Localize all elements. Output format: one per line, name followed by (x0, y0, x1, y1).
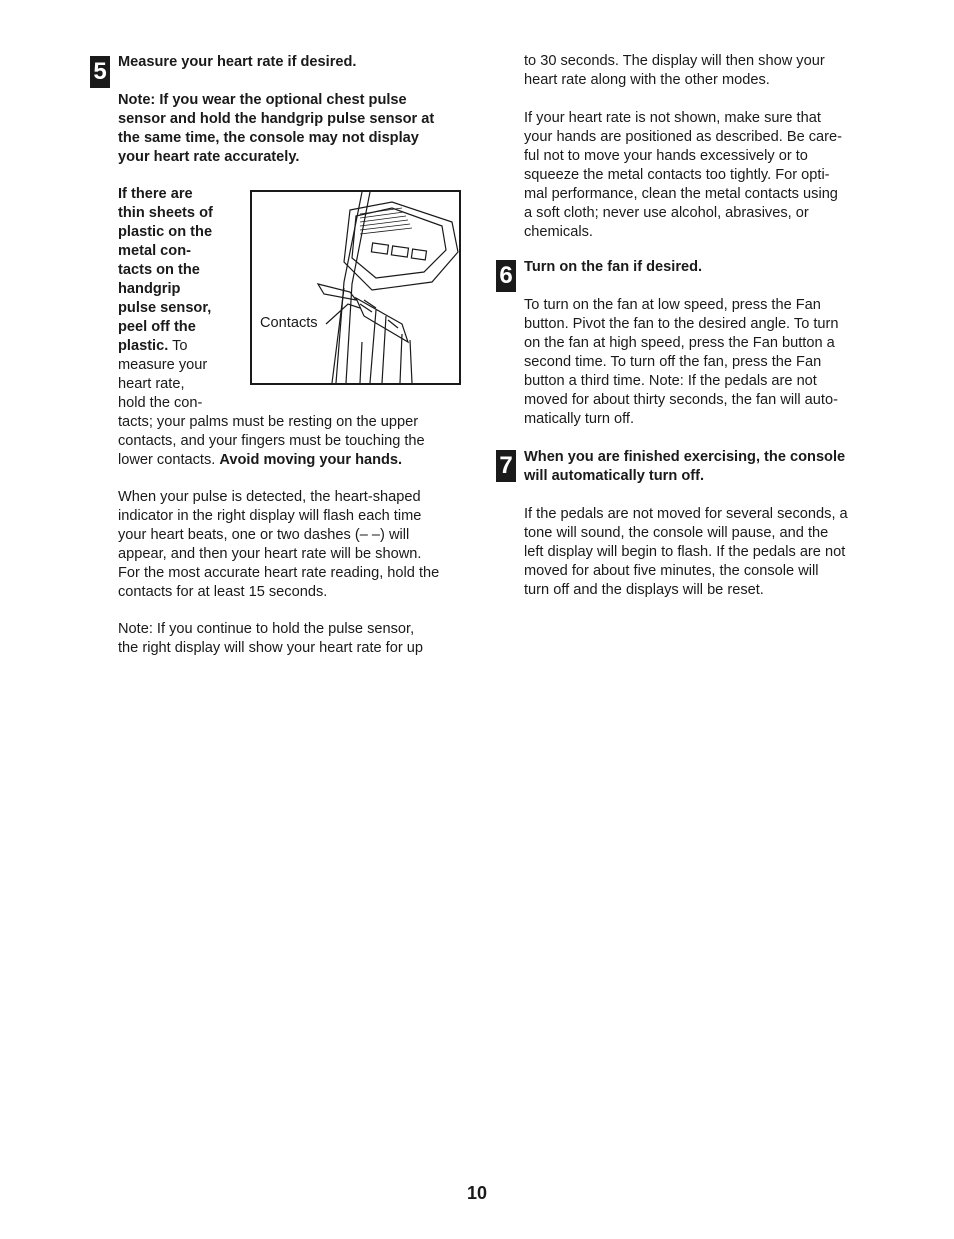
text-line: If your heart rate is not shown, make sure that (524, 110, 821, 126)
text-line: on the fan at high speed, press the Fan button a (524, 335, 835, 351)
text-line: tacts; your palms must be resting on the upper (118, 414, 419, 430)
text-line: measure your (118, 357, 208, 373)
text-line: heart rate, (118, 376, 185, 392)
text-line: To turn on the fan at low speed, press the Fan (524, 297, 821, 313)
note-line: your heart rate accurately. (118, 149, 300, 165)
text-line: appear, and then your heart rate will be shown. (118, 546, 422, 562)
text-line: peel off the (118, 319, 196, 335)
note-line: the same time, the console may not display (118, 130, 419, 146)
text-line: squeeze the metal contacts too tightly. For opti- (524, 167, 830, 183)
text-line: heart rate along with the other modes. (524, 72, 770, 88)
text-line: left display will begin to flash. If the pedals are not (524, 544, 846, 560)
text-line: moved for about five minutes, the console will (524, 563, 819, 579)
text-line: For the most accurate heart rate reading, hold the (118, 565, 440, 581)
step-6-text (524, 296, 839, 429)
bold-run: plastic. (118, 338, 169, 354)
text-line: a soft cloth; never use alcohol, abrasives, or (524, 205, 809, 221)
text-line: moved for about thirty seconds, the fan will auto- (524, 392, 838, 408)
contacts-label: Contacts (260, 315, 318, 331)
text-line: the right display will show your heart rate for up (118, 640, 423, 656)
step-7-heading (524, 448, 845, 486)
text-line: button. Pivot the fan to the desired angle. To turn (524, 316, 839, 332)
step-6-heading: Turn on the fan if desired. (524, 259, 703, 275)
note-line: Note: If you wear the optional chest pulse (118, 92, 407, 108)
text-line: second time. To turn off the fan, press the Fan (524, 354, 822, 370)
text-line: your hands are positioned as described. Be care- (524, 129, 843, 145)
note-line: sensor and hold the handgrip pulse sensor at (118, 111, 435, 127)
text-line: handgrip (118, 281, 181, 297)
text-line: contacts for at least 15 seconds. (118, 584, 328, 600)
text-line: button a third time. Note: If the pedals are not (524, 373, 817, 389)
elliptical-console-illustration (252, 192, 459, 383)
text-line: mal performance, clean the metal contacts using (524, 186, 838, 202)
text-line (118, 451, 425, 470)
step-7-badge: 7 (496, 450, 516, 482)
bold-run: Avoid moving your hands. (219, 452, 403, 468)
right-continuation (524, 52, 825, 90)
text-line: your heart beats, one or two dashes (– –) will (118, 527, 410, 543)
step-5-heading: Measure your heart rate if desired. (118, 54, 357, 70)
text-line: hold the con- (118, 395, 203, 411)
heading-line: will automatically turn off. (524, 468, 705, 484)
step-6-badge: 6 (496, 260, 516, 292)
text-line: thin sheets of (118, 205, 213, 221)
normal-run: lower contacts. (118, 452, 220, 468)
normal-run: To (168, 338, 188, 354)
text-line: ful not to move your hands excessively or to (524, 148, 808, 164)
text-line: plastic on the (118, 224, 213, 240)
text-line: If the pedals are not moved for several seconds, a (524, 506, 848, 522)
step-7-text (524, 505, 848, 600)
step-5-paragraph-2 (118, 488, 439, 602)
text-line: metal con- (118, 243, 191, 259)
step-5-paragraph-3 (118, 620, 423, 658)
text-line: chemicals. (524, 224, 593, 240)
heading-line: When you are finished exercising, the console (524, 449, 846, 465)
text-line: contacts, and your fingers must be touching the (118, 433, 425, 449)
text-line: When your pulse is detected, the heart-shaped (118, 489, 421, 505)
text-line: pulse sensor, (118, 300, 212, 316)
page-number: 10 (466, 1183, 488, 1203)
text-line: to 30 seconds. The display will then show your (524, 53, 825, 69)
text-line: tone will sound, the console will pause, and the (524, 525, 829, 541)
text-line: turn off and the displays will be reset. (524, 582, 764, 598)
text-line: matically turn off. (524, 411, 635, 427)
text-line: If there are (118, 186, 193, 202)
text-line: tacts on the (118, 262, 200, 278)
step-5-note (118, 91, 434, 167)
handgrip-figure (250, 190, 461, 385)
step-5-badge: 5 (90, 56, 110, 88)
right-paragraph (524, 109, 842, 242)
text-line: indicator in the right display will flash each time (118, 508, 422, 524)
text-line: Note: If you continue to hold the pulse sensor, (118, 621, 415, 637)
